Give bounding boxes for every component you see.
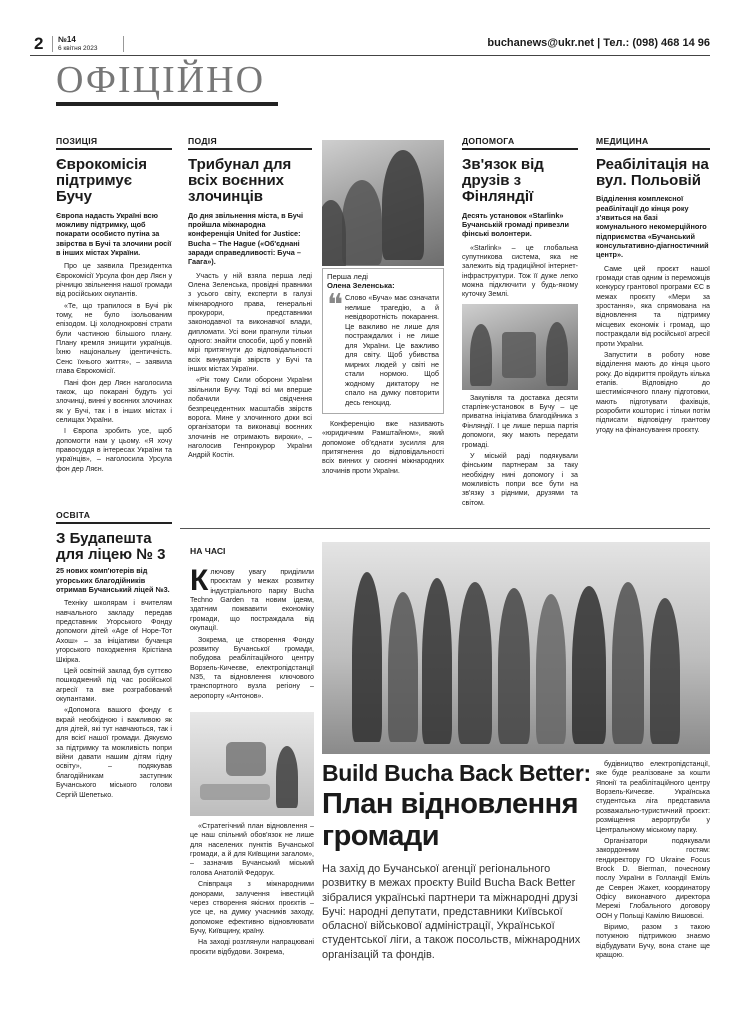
article-headline: Трибунал для всіх воєнних злочинців: [188, 156, 292, 206]
news-label: НА ЧАСІ: [190, 546, 226, 556]
article-help: [462, 136, 578, 510]
section-label: МЕДИЦИНА: [596, 136, 649, 146]
header-rule: [30, 55, 710, 56]
article-headline: Єврокомісія підтримує Бучу: [56, 156, 148, 206]
section-title-underline: [56, 102, 278, 106]
paragraph: Зокрема, це створення Фонду розвитку Бучанської громади, побудова реабілітаційного центру Ворзель-Кичеєве, електропідстанції N35, та відновлення ключового транспортного вузла регіону – аеропорту «Антонов».: [190, 635, 314, 700]
starlink-photo: [462, 304, 578, 390]
forum-photo: [190, 712, 314, 816]
drop-cap: К: [190, 564, 209, 597]
paragraph: Закупівля та доставка десяти старлінк-установок в Бучу – це приватна ініціатива благодійника з Фінляндії. І це лише перша партія допомоги, яку мають передати громаді.: [462, 393, 578, 449]
quote-box: [322, 268, 444, 414]
news-separator: [180, 528, 710, 529]
paragraph: У міській раді подякували фінським партнерам за таку необхідну нині допомогу і за можливість попри все бути на зв'язку з рідними, друзями та світом.: [462, 451, 578, 507]
paragraph: «Рік тому Сили оборони України звільнили Бучу. Тоді всі ми вперше побачили свідчення безпрецедентних масштабів звірств ворога. Мине у злочинного доки всі організатори та виконавці воєнних злочинів не отримають вироки», – наголосив Генпрокурор України Андрій Костін.: [188, 376, 312, 460]
article-lead: До дня звільнення міста, в Бучі пройшла міжнародна конференція United for Justice: Bucha – The Hague («Об'єднані заради справедливості: Буча – Гаага»).: [188, 210, 304, 267]
quote-text: Слово «Буча» має означати нелише трагедію, а й невідворотність покарання. Це важливо не лише для постраждалих і не лише для України. Це важливо для світу. Щоб убивства мирних людей у світі не стали нормою. Щоб жодному диктатору не спало на думку повторити десь геноцид.: [345, 293, 439, 407]
article-education: [56, 510, 172, 802]
article-body: [462, 394, 578, 508]
article-headline: З Будапешта для ліцею № 3: [56, 530, 166, 564]
article-headline: Реабілітація на вул. Польовій: [596, 156, 709, 190]
title-english: Build Bucha Back Better:: [322, 760, 591, 786]
title-ukrainian-line1: План відновлення: [322, 788, 579, 820]
section-label: ПОДІЯ: [188, 136, 217, 146]
conference-text: [322, 420, 444, 478]
news-column: [190, 564, 314, 703]
article-body: [56, 262, 172, 474]
article-body: [188, 272, 312, 461]
news-right-column: [596, 760, 710, 963]
header-divider-left: [52, 36, 53, 52]
paragraph: «Те, що трапилося в Бучі рік тому, не було ізольованим епізодом. Ці холоднокровні страти були частиною більшого плану. Плану кремля знищити українців. Їхню національну ідентичність. Сенс їхнього життя», – заявила глава Єврокомісії.: [56, 301, 172, 376]
section-rule: [56, 148, 172, 150]
section-title: ОФІЦІЙНО: [56, 59, 266, 101]
section-label: ОСВІТА: [56, 510, 91, 520]
article-medicine: [596, 136, 710, 437]
paragraph: «Starlink» – це глобальна супутникова система, яка не залежить від традиційної інтернет-інфраструктури. Тож її дуже легко можна підключити у будь-якому куточку Землі.: [462, 243, 578, 299]
article-event: [188, 136, 312, 463]
section-label: ПОЗИЦІЯ: [56, 136, 98, 146]
paragraph: «Стратегічний план відновлення – це наш спільний обов'язок не лише для населених пунктів Бучанської громади, а й для Київщини загалом», – зазначив Бучанський міський голова Анатолій Федорук.: [190, 822, 314, 877]
paragraph: Саме цей проєкт нашої громади став одним із переможців конкурсу грантової програми ЄС в межах проєкту «Мери за зростання», яка спрямована на відновлення та підтримку місцевих економік і громад, що постраждали від російської агресії проти України.: [596, 264, 710, 348]
news-standfirst: На захід до Бучанської агенції регіонального розвитку в межах проєкту Build Bucha Back Better зібралися українські партнери та міжнародні друзі Бучі: народні депутати, представники Київської обласної військової адміністрації, Української студентської ліги, а також посольств, міжнародних організацій та фондів.: [322, 863, 581, 961]
paragraph: Техніку школярам і вчителям навчального закладу передав представник Угорського Фонду допомоги дітей «Age of Hope-Тот Ахош» – за ініціативи бучанця угорського походження Крістіана Шкірка.: [56, 599, 172, 664]
paragraph: [190, 564, 314, 634]
article-body: [462, 244, 578, 300]
article-lead: Десять установок «Starlink» Бучанській громаді привезли фінські волонтери.: [462, 210, 569, 239]
section-rule: [596, 148, 710, 150]
paragraph: Участь у ній взяла перша леді Олена Зеленська, провідні правники з усього світу, експерти в галузі міжнародного права, генеральні прокурори, представники законодавчої та виконавчої влади, дипломати. Усі вони прагнули тільки одного: знайти способи, щоб у повній мірі притягнути до відповідальності всіх винуватців звірств у Бучі та інших містах України.: [188, 271, 312, 374]
paragraph: Конференцію вже називають «юридичним Рамштайном», який допоможе об'єднати зусилля для притягнення до відповідальності всіх винних у скоєнні міжнародних злочинів проти України.: [322, 420, 444, 475]
paragraph: І Європа зробить усе, щоб допомогти нам у цьому. «Я хочу правосуддя в інтересах України та українців», – наголосила Урсула фон дер Ляєн.: [56, 427, 172, 473]
article-body: [56, 599, 172, 800]
article-headline: Зв'язок від друзів з Фінляндії: [462, 156, 544, 206]
paragraph: Співпраця з міжнародними донорами, залучення інвестицій через створення якісних проєктів – усе це, на думку учасників заходу, допоможе ефективно відновлювати Бучу, Київщину, країну.: [190, 880, 314, 935]
quote-mark-icon: ❝: [327, 288, 344, 323]
paragraph-text: лючову увагу приділили проєктам у межах розвитку індустріального парку Bucha Techno Garden та новим ідеям, здатним пожвавити економіку громади, що постраждала від окупації.: [190, 568, 314, 633]
article-position: [56, 136, 172, 476]
news-column: [190, 822, 314, 959]
paragraph: Організатори подякували закордонним гостям: гендиректору ГО Ukraine Focus Brock D. Bierman, почесному послу України в Голландії Еміль де Севрен Жакет, координатору Офісу виконавчого директора Мережі Глобального договору ООН у Польщі Камілю Вишовскі.: [596, 836, 710, 920]
paragraph: На заході розглянули напрацювані проєкти відбудови. Зокрема,: [190, 938, 314, 956]
issue-number: №14: [58, 35, 76, 44]
article-lead: Європа надасть Україні всю можливу підтримку, щоб покарати особисто путіна за звірства в Бучі та злочини росії в інших містах України.: [56, 210, 172, 257]
paragraph: Цей освітній заклад був суттєво пошкоджений під час російської агресії та вже розграбований окупантами.: [56, 666, 172, 703]
page-number: 2: [34, 34, 44, 53]
article-lead: Відділення комплексної реабілітації до кінця року з'явиться на базі комунального некомерційного підприємства «Бучанський консультативно-діагностичний центр».: [596, 194, 709, 260]
paragraph: Пані фон дер Ляєн наголосила також, що покарані будуть усі злочинці, винні у воєнних злочинах як у Бучі, так і в інших містах і селищах України.: [56, 378, 172, 424]
title-ukrainian-line2: громади: [322, 820, 440, 852]
conference-photo: [322, 140, 444, 266]
article-lead: 25 нових комп'ютерів від угорських благодійників отримав Бучанський ліцей №3.: [56, 566, 170, 595]
issue-date: 6 квітня 2023: [58, 45, 98, 52]
paragraph: Про це заявила Президентка Єврокомісії Урсула фон дер Ляєн у річницю звільнення нашої громади від російських окупантів.: [56, 262, 172, 299]
paragraph: будівництво електропідстанції, яке буде реалізоване за кошти Японії та реабілітаційного центру Ворзель-Кичеєве. Українська студентська ліга представила розважально-туристичний проєкт: розміщення аерортруби у Центральному міському парку.: [596, 760, 710, 834]
quote-caption-name: Олена Зеленська:: [327, 281, 395, 290]
paragraph: «Допомога вашого фонду є вкрай необхідною і важливою як для дітей, які тут навчаються, так і для всієї нашої громади. Дякуємо за підтримку та можливість попри війни давати нашим дітям гідну освіту», – подякував благодійникам заступник Бучанського міського голови Сергій Шепетько.: [56, 706, 172, 799]
paragraph: Запустити в роботу нове відділення мають до кінця цього року. До відкриття пройдуть кілька етапів. Відповідно до шестимісячного плану підготовки, мають підготувати фахівців, розробити кошторис і тільки потім підписати відповідну грантову угоду на фінансування проєкту.: [596, 350, 710, 434]
header-contacts[interactable]: buchanews@ukr.net | Тел.: (098) 468 14 96: [487, 37, 710, 49]
header-divider-mid: [123, 36, 124, 52]
section-rule: [56, 522, 172, 524]
article-body: [596, 265, 710, 435]
group-photo: [322, 542, 710, 754]
paragraph: Віримо, разом з такою потужною підтримкою знаємо відбудувати Бучу, вона стане ще кращою.: [596, 923, 710, 960]
section-label: ДОПОМОГА: [462, 136, 515, 146]
section-rule: [188, 148, 312, 150]
section-rule: [462, 148, 578, 150]
quote-caption-title: Перша леді: [327, 272, 368, 281]
